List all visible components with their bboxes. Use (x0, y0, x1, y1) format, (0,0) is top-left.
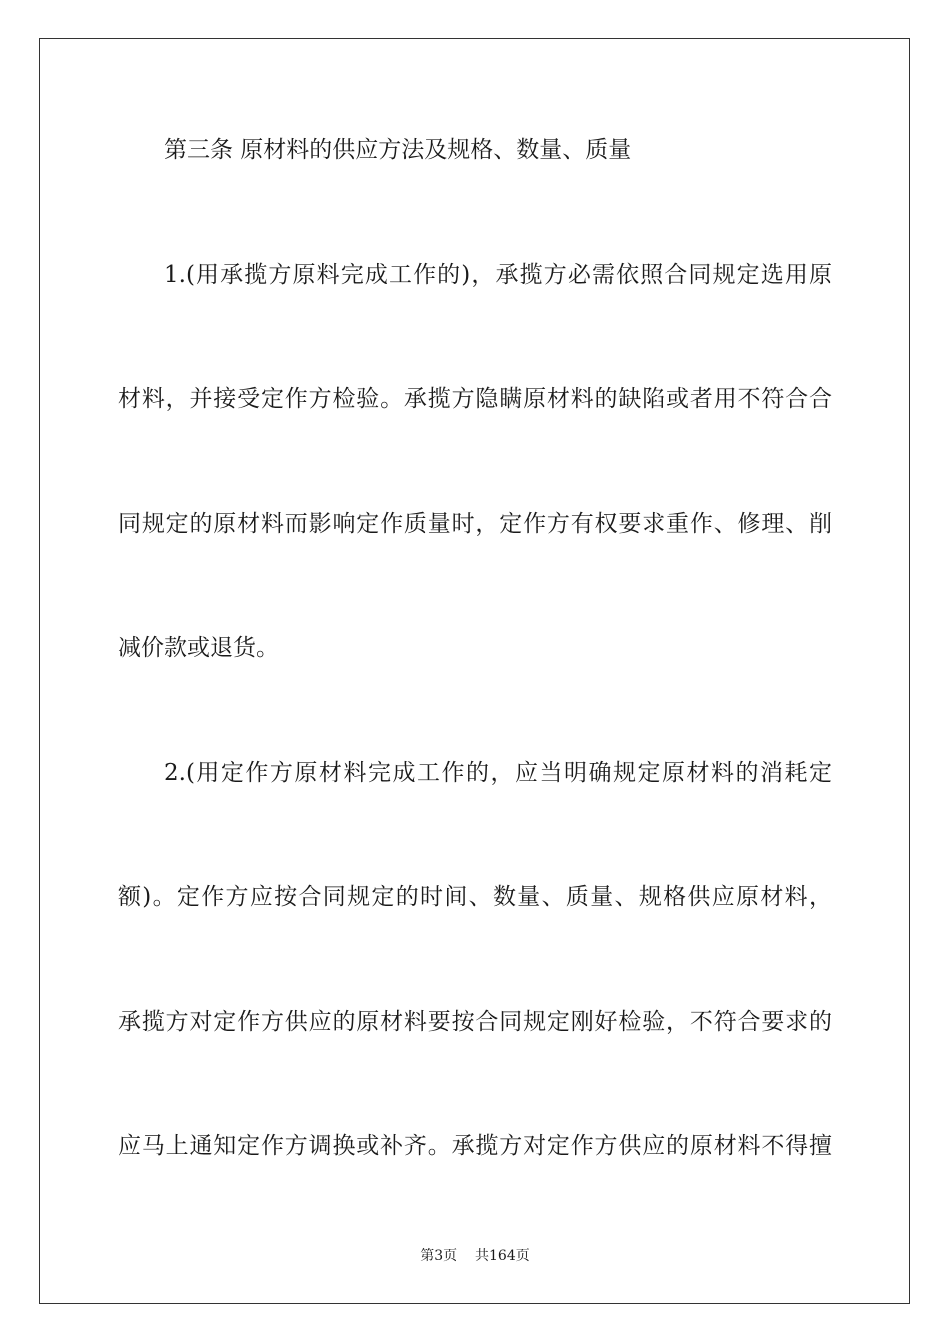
page-border (39, 38, 910, 1304)
paragraph-line: 2.(用定作方原材料完成工作的，应当明确规定原材料的消耗定 (164, 760, 832, 786)
paragraph-line: 1.(用承揽方原料完成工作的)，承揽方必需依照合同规定选用原 (164, 262, 832, 288)
paragraph-line: 同规定的原材料而影响定作质量时，定作方有权要求重作、修理、削 (118, 511, 832, 537)
paragraph-line: 额)。定作方应按合同规定的时间、数量、质量、规格供应原材料， (118, 884, 832, 910)
paragraph-line: 减价款或退货。 (118, 635, 279, 661)
paragraph-line: 材料，并接受定作方检验。承揽方隐瞒原材料的缺陷或者用不符合合 (118, 386, 832, 412)
page-total: 共164页 (475, 1248, 530, 1264)
paragraph-line: 应马上通知定作方调换或补齐。承揽方对定作方供应的原材料不得擅 (118, 1133, 832, 1159)
page-footer (0, 1246, 950, 1266)
page-number: 第3页 (420, 1248, 458, 1264)
section-heading: 第三条 原材料的供应方法及规格、数量、质量 (164, 137, 632, 163)
paragraph-line: 承揽方对定作方供应的原材料要按合同规定刚好检验，不符合要求的 (118, 1009, 832, 1035)
